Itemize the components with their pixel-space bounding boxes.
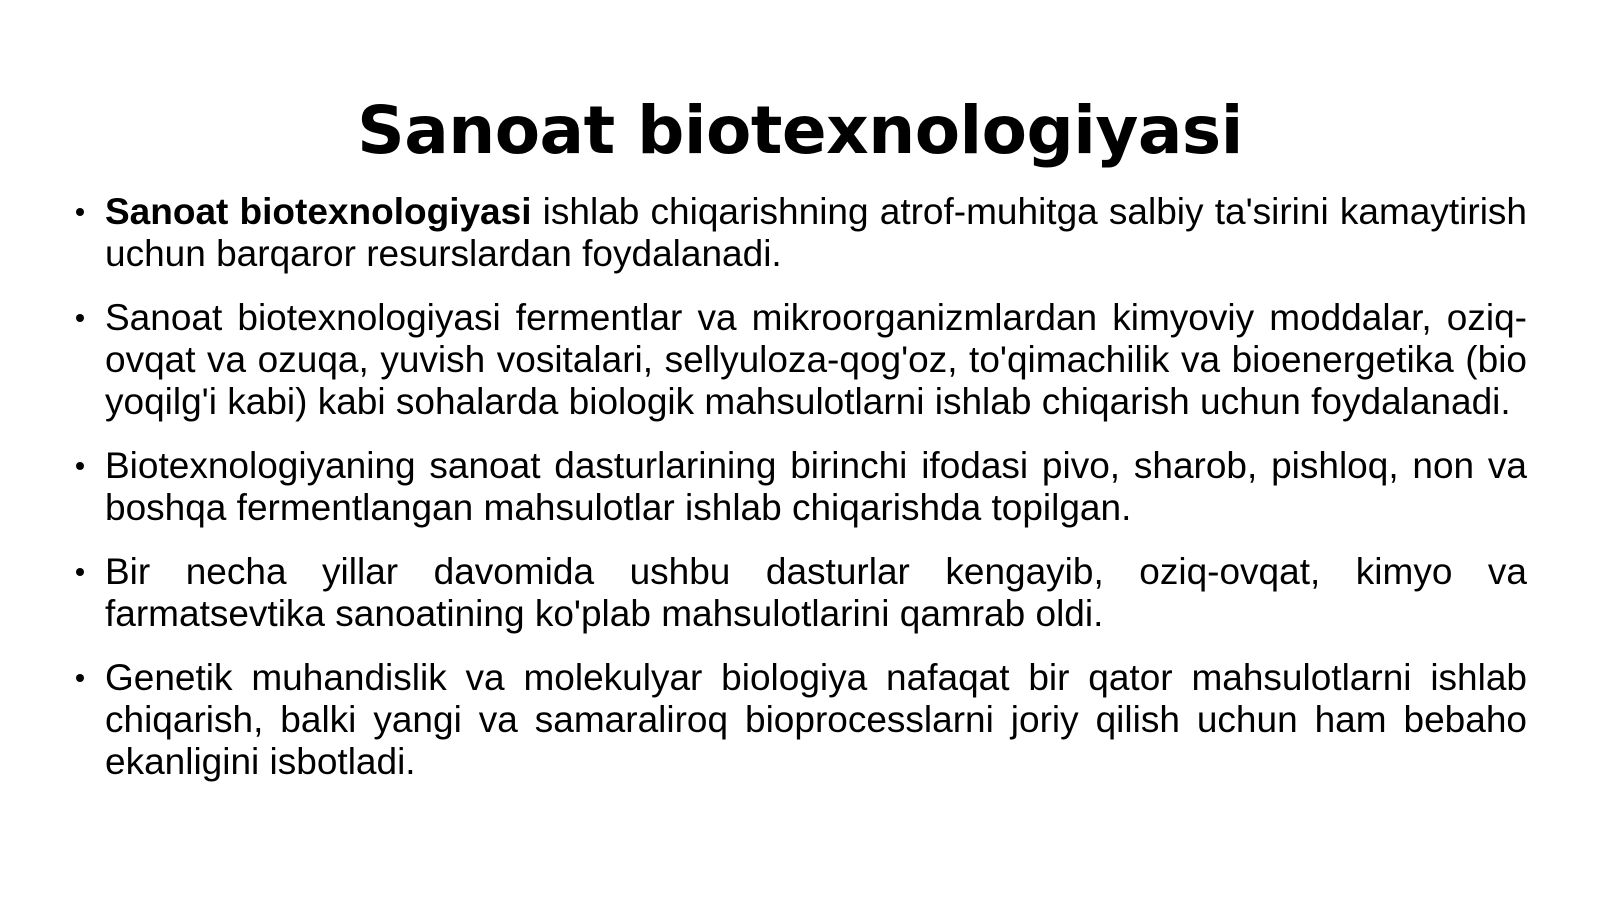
bullet-item: [72, 445, 1527, 529]
bullet-dot-icon: [76, 208, 84, 216]
bullet-text: ishlab chiqarishning atrof-muhitga salbiy ta'sirini kamaytirish uchun barqaror resurslardan foydalanadi.: [105, 191, 1527, 274]
bullet-text: Sanoat biotexnologiyasi fermentlar va mikroorganizmlardan kimyoviy moddalar, oziq-ovqat va ozuqa, yuvish vositalari, sellyuloza-qog'oz, to'qimachilik va bioenergetika (bio yoqilg'i kabi) kabi sohalarda biologik mahsulotlarni ishlab chiqarish uchun foydalanadi.: [105, 297, 1527, 422]
bullet-dot-icon: [76, 462, 84, 470]
bullet-dot-icon: [76, 314, 84, 322]
bullet-item: [72, 551, 1527, 635]
bullet-list: [72, 191, 1527, 805]
bullet-text: Genetik muhandislik va molekulyar biologiya nafaqat bir qator mahsulotlarni ishlab chiqarish, balki yangi va samaraliroq bioprocesslarni joriy qilish uchun ham bebaho ekanligini isbotladi.: [105, 657, 1527, 782]
bullet-text: Bir necha yillar davomida ushbu dasturlar kengayib, oziq-ovqat, kimyo va farmatsevtika sanoatining ko'plab mahsulotlarini qamrab oldi.: [105, 551, 1527, 634]
bullet-item: [72, 297, 1527, 423]
bullet-bold-lead: Sanoat biotexnologiyasi: [105, 191, 532, 232]
slide-title: Sanoat biotexnologiyasi: [357, 92, 1243, 169]
bullet-dot-icon: [76, 674, 84, 682]
bullet-text: Biotexnologiyaning sanoat dasturlarining birinchi ifodasi pivo, sharob, pishloq, non va boshqa fermentlangan mahsulotlar ishlab chiqarishda topilgan.: [105, 445, 1527, 528]
bullet-item: [72, 657, 1527, 783]
bullet-dot-icon: [76, 568, 84, 576]
bullet-item: [72, 191, 1527, 275]
